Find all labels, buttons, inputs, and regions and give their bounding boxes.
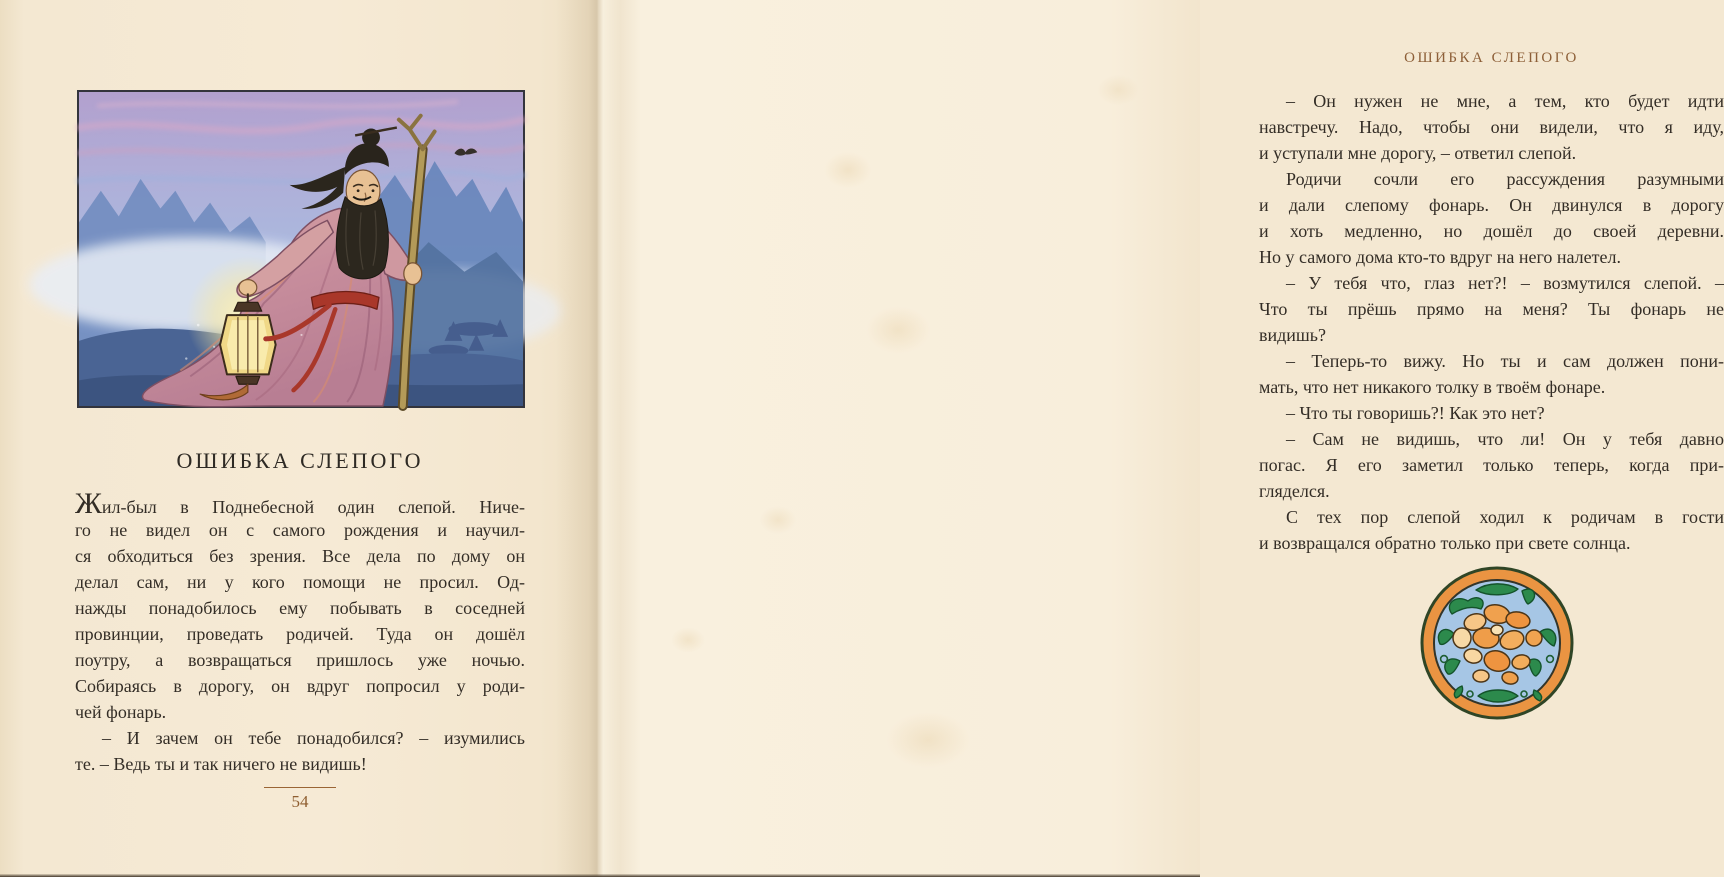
- text-line: и дали слепому фонарь. Он двинулся в дорогу: [1259, 195, 1724, 215]
- illustration-blind-man-with-lantern: [77, 90, 525, 408]
- text-line: гляделся.: [1259, 481, 1330, 501]
- text-line: и возвращался обратно только при свете солнца.: [1259, 533, 1631, 553]
- text-line: Что ты прёшь прямо на меня? Ты фонарь не: [1259, 299, 1724, 319]
- text-line: погас. Я его заметил только теперь, когда при-: [1259, 455, 1724, 475]
- text-line: мать, что нет никакого толку в твоём фонаре.: [1259, 377, 1606, 397]
- text-line: поутру, а возвращаться пришлось уже ночью.: [75, 650, 525, 670]
- illustration-art: [79, 92, 523, 406]
- text-line: Собираясь в дорогу, он вдруг попросил у роди-: [75, 676, 525, 696]
- text-line: – Он нужен не мне, а тем, кто будет идти: [1286, 91, 1724, 111]
- footer-rule: [264, 787, 336, 788]
- ornament-art: [1418, 564, 1576, 722]
- text-line: го не видел он с самого рождения и научил-: [75, 520, 525, 540]
- story-text-right: [1259, 88, 1724, 556]
- text-line: делал сам, ни у кого помощи не просил. Од-: [75, 572, 525, 592]
- text-line: видишь?: [1259, 325, 1326, 345]
- text-line: Жил-был в Поднебесной один слепой. Ниче-: [75, 487, 525, 520]
- text-line: навстречу. Надо, чтобы они видели, что я иду,: [1259, 117, 1724, 137]
- ornament-floral-medallion: [1418, 564, 1576, 722]
- text-line: нажды понадобилось ему побывать в соседней: [75, 598, 525, 618]
- text-line: те. – Ведь ты и так ничего не видишь!: [75, 754, 367, 774]
- text-line: – Сам не видишь, что ли! Он у тебя давно: [1286, 429, 1724, 449]
- page-number: 54: [291, 792, 309, 811]
- text-line: и хоть медленно, но дошёл до своей деревни.: [1259, 221, 1724, 241]
- running-header: ОШИБКА СЛЕПОГО: [1404, 50, 1579, 66]
- text-line: Родичи сочли его рассуждения разумными: [1286, 169, 1724, 189]
- text-line: чей фонарь.: [75, 702, 167, 722]
- text-line: – Теперь-то вижу. Но ты и сам должен пони-: [1286, 351, 1724, 371]
- text-line: Но у самого дома кто-то вдруг на него налетел.: [1259, 247, 1621, 267]
- initial-letter: Ж: [75, 487, 102, 520]
- right-page: [598, 0, 1724, 877]
- text-line: ся обходиться без зрения. Все дела по дому он: [75, 546, 525, 566]
- left-page: [0, 0, 598, 877]
- story-title: ОШИБКА СЛЕПОГО: [176, 448, 424, 473]
- text-line: и уступали мне дорогу, – ответил слепой.: [1259, 143, 1577, 163]
- story-text-left: [75, 487, 525, 777]
- text-line: – У тебя что, глаз нет?! – возмутился слепой. –: [1286, 273, 1724, 293]
- text-line: – И зачем он тебе понадобился? – изумились: [102, 728, 525, 748]
- text-line: провинции, проведать родичей. Туда он дошёл: [75, 624, 525, 644]
- text-line: – Что ты говоришь?! Как это нет?: [1286, 403, 1545, 423]
- text-line: С тех пор слепой ходил к родичам в гости: [1286, 507, 1724, 527]
